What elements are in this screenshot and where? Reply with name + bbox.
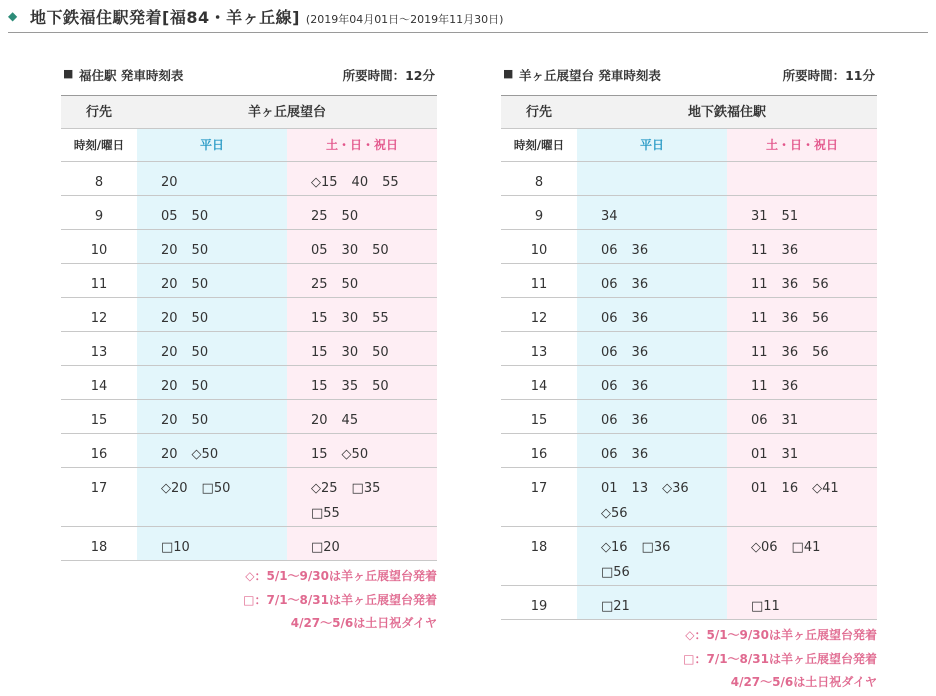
weekend-times-cell	[727, 586, 877, 619]
departure-minute: 36	[631, 413, 649, 428]
departure-minute: ◇06	[751, 540, 778, 555]
weekday-times-cell	[577, 586, 727, 619]
departure-minute: 11	[751, 311, 768, 326]
hour-column-header: 時刻/曜日	[73, 138, 125, 152]
hour-cell: 10	[530, 243, 548, 258]
departure-minute: 31	[751, 209, 768, 224]
departure-minute: □20	[311, 540, 340, 555]
departure-minute: ◇16	[601, 540, 628, 555]
departure-minute: 36	[781, 379, 799, 394]
departure-minute: 31	[781, 447, 799, 462]
timetable-row	[501, 196, 877, 230]
weekday-times-cell	[577, 468, 727, 526]
departure-minute: 30	[341, 243, 359, 258]
departure-minute: 45	[341, 413, 359, 428]
timetable-row	[501, 298, 877, 332]
diamond-bullet-icon: ◆	[8, 9, 18, 23]
timetable-caption	[61, 62, 437, 95]
departure-minute: 25	[311, 209, 328, 224]
departure-minute: 11	[751, 345, 768, 360]
departure-minute: 11	[751, 243, 768, 258]
timetable-row	[501, 527, 877, 586]
departure-minute: 36	[631, 345, 649, 360]
timetable-rows	[501, 162, 877, 620]
departure-minute: 50	[372, 379, 389, 394]
weekend-column-header: 土・日・祝日	[287, 129, 437, 161]
square-bullet-icon: ■	[503, 67, 514, 80]
departure-minute: 15	[311, 379, 328, 394]
weekday-times-cell	[577, 527, 727, 585]
departure-minute: ◇15	[311, 175, 338, 190]
weekday-times-cell	[137, 162, 287, 195]
departure-minute: 36	[781, 345, 799, 360]
departure-minute: ◇50	[341, 447, 369, 462]
weekend-times-cell	[727, 196, 877, 229]
departure-minute: 36	[631, 311, 649, 326]
departure-minute: 05	[161, 209, 178, 224]
departure-minute: 15	[311, 311, 328, 326]
weekend-times-cell	[727, 298, 877, 331]
departure-minute: 50	[372, 345, 389, 360]
weekday-column-header: 平日	[137, 129, 287, 161]
timetable-title: 福住駅 発車時刻表	[79, 68, 184, 83]
weekend-times-cell	[287, 162, 437, 195]
weekend-times-cell	[287, 196, 437, 229]
hour-cell: 11	[530, 277, 548, 292]
weekend-column-header: 土・日・祝日	[727, 129, 877, 161]
departure-minute: 56	[812, 311, 829, 326]
weekend-times-cell	[287, 298, 437, 331]
timetable-row	[501, 400, 877, 434]
note-diamond: ◇：5/1～9/30は羊ヶ丘展望台発着	[685, 628, 877, 642]
hour-cell: 8	[94, 175, 104, 190]
departure-minute: □21	[601, 599, 630, 614]
timetable-row	[501, 230, 877, 264]
weekend-times-cell	[727, 400, 877, 433]
departure-minute: □11	[751, 599, 780, 614]
departure-minute: 06	[601, 243, 618, 258]
departure-minute: 51	[781, 209, 799, 224]
departure-minute: □55	[311, 506, 340, 521]
departure-minute: 30	[341, 345, 359, 360]
departure-minute: 40	[351, 175, 369, 190]
weekday-times-cell	[577, 298, 727, 331]
hour-cell: 12	[90, 311, 108, 326]
departure-minute: 16	[781, 481, 799, 496]
departure-minute: 50	[191, 209, 209, 224]
weekend-times-cell	[287, 332, 437, 365]
hour-cell: 9	[94, 209, 104, 224]
departure-minute: 20	[161, 277, 178, 292]
hour-cell: 9	[534, 209, 544, 224]
timetable-row	[501, 264, 877, 298]
departure-minute: 56	[812, 277, 829, 292]
departure-minute: ◇41	[812, 481, 839, 496]
departure-minute: 20	[161, 311, 178, 326]
departure-minute: □41	[791, 540, 821, 555]
departure-minute: 50	[191, 379, 209, 394]
weekday-times-cell	[137, 264, 287, 297]
weekday-times-cell	[137, 527, 287, 560]
hour-cell: 10	[90, 243, 108, 258]
departure-minute: 20	[161, 413, 178, 428]
hour-cell: 19	[530, 599, 548, 614]
departure-minute: ◇20	[161, 481, 188, 496]
destination-name: 羊ヶ丘展望台	[247, 105, 326, 120]
weekday-times-cell	[137, 230, 287, 263]
hour-cell: 8	[534, 175, 544, 190]
departure-minute: 20	[161, 243, 178, 258]
departure-minute: □35	[351, 481, 381, 496]
departure-minute: 36	[781, 243, 799, 258]
departure-minute: 06	[751, 413, 768, 428]
weekday-times-cell	[137, 332, 287, 365]
weekend-times-cell	[727, 264, 877, 297]
departure-minute: 20	[311, 413, 328, 428]
weekend-times-cell	[287, 264, 437, 297]
departure-minute: 31	[781, 413, 799, 428]
weekend-times-cell	[727, 468, 877, 526]
note-square: □：7/1～8/31は羊ヶ丘展望台発着	[683, 651, 877, 666]
weekend-times-cell	[727, 332, 877, 365]
square-bullet-icon: ■	[63, 67, 74, 80]
hour-cell: 17	[90, 481, 108, 496]
note-diamond: ◇：5/1～9/30は羊ヶ丘展望台発着	[245, 569, 437, 583]
departure-minute: ◇56	[601, 506, 628, 521]
departure-minute: 50	[341, 277, 359, 292]
departure-minute: 36	[631, 447, 649, 462]
departure-minute: 01	[601, 481, 618, 496]
weekday-times-cell	[137, 298, 287, 331]
departure-minute: □56	[601, 565, 630, 580]
departure-minute: 50	[191, 277, 209, 292]
weekday-column-header: 平日	[577, 129, 727, 161]
timetable-row	[61, 264, 437, 298]
departure-minute: 30	[341, 311, 359, 326]
departure-minute: 50	[191, 345, 209, 360]
hour-cell: 12	[530, 311, 548, 326]
departure-minute: 36	[781, 311, 799, 326]
departure-minute: 36	[631, 277, 649, 292]
timetable-row	[61, 162, 437, 196]
hour-cell: 15	[530, 413, 548, 428]
page-title-text: 地下鉄福住駅発着[福84・羊ヶ丘線]	[30, 8, 300, 27]
timetable-row	[61, 527, 437, 561]
departure-minute: ◇25	[311, 481, 338, 496]
departure-minute: ◇36	[662, 481, 689, 496]
departure-minute: □36	[641, 540, 671, 555]
timetable-caption	[501, 62, 877, 95]
departure-minute: 01	[751, 481, 768, 496]
departure-minute: 20	[161, 447, 178, 462]
departure-minute: 06	[601, 345, 618, 360]
weekday-times-cell	[577, 162, 727, 195]
departure-minute: 50	[341, 209, 359, 224]
departure-minute: 15	[311, 447, 328, 462]
hour-cell: 13	[530, 345, 548, 360]
destination-name: 地下鉄福住駅	[687, 105, 766, 120]
destination-label: 行先	[85, 105, 112, 120]
timetable-rows	[61, 162, 437, 561]
departure-minute: □50	[201, 481, 231, 496]
page-title	[30, 5, 503, 28]
departure-minute: 34	[601, 209, 618, 224]
hour-column-header: 時刻/曜日	[513, 138, 565, 152]
weekend-times-cell	[727, 366, 877, 399]
destination-label: 行先	[525, 105, 552, 120]
hour-cell: 14	[530, 379, 548, 394]
departure-minute: 50	[191, 243, 209, 258]
departure-minute: 55	[382, 175, 399, 190]
weekday-times-cell	[577, 366, 727, 399]
weekend-times-cell	[287, 230, 437, 263]
timetable-row	[61, 366, 437, 400]
timetable-row	[61, 468, 437, 527]
weekday-times-cell	[577, 332, 727, 365]
departure-minute: 20	[161, 345, 178, 360]
timetable-row	[61, 196, 437, 230]
timetable-row	[501, 366, 877, 400]
timetable-title: 羊ヶ丘展望台 発車時刻表	[519, 68, 661, 83]
travel-time: 所要時間：12分	[342, 68, 435, 83]
weekend-times-cell	[287, 468, 437, 526]
page-header	[0, 0, 936, 34]
departure-minute: 50	[191, 413, 209, 428]
weekday-times-cell	[137, 196, 287, 229]
departure-minute: 06	[601, 413, 618, 428]
weekday-times-cell	[137, 468, 287, 526]
timetable-row	[501, 162, 877, 196]
destination-row	[501, 95, 877, 129]
timetable-row	[61, 400, 437, 434]
validity-period: (2019年04月01日～2019年11月30日)	[305, 13, 504, 26]
departure-minute: 11	[751, 379, 768, 394]
hour-cell: 16	[530, 447, 548, 462]
weekday-times-cell	[577, 400, 727, 433]
departure-minute: 35	[341, 379, 359, 394]
hour-cell: 16	[90, 447, 108, 462]
weekday-times-cell	[577, 230, 727, 263]
departure-minute: 15	[311, 345, 328, 360]
departure-minute: 36	[631, 243, 649, 258]
departure-minute: 50	[372, 243, 389, 258]
weekday-times-cell	[577, 196, 727, 229]
hour-cell: 11	[90, 277, 108, 292]
hour-cell: 14	[90, 379, 108, 394]
timetable-row	[61, 298, 437, 332]
hour-cell: 13	[90, 345, 108, 360]
departure-minute: 13	[631, 481, 649, 496]
column-header-row	[501, 129, 877, 162]
weekday-times-cell	[137, 434, 287, 467]
hour-cell: 18	[90, 540, 108, 555]
departure-minute: 06	[601, 379, 618, 394]
departure-minute: 01	[751, 447, 768, 462]
hour-cell: 17	[530, 481, 548, 496]
timetable-fukuzumi	[61, 62, 437, 636]
timetable-row	[61, 434, 437, 468]
weekday-times-cell	[577, 434, 727, 467]
timetable-row	[501, 332, 877, 366]
departure-minute: 05	[311, 243, 328, 258]
hour-cell: 18	[530, 540, 548, 555]
header-divider	[8, 32, 928, 33]
timetable-row	[501, 434, 877, 468]
weekend-times-cell	[727, 230, 877, 263]
weekend-times-cell	[287, 527, 437, 560]
timetable-hitsujigaoka	[501, 62, 877, 695]
note-holiday-schedule: 4/27～5/6は土日祝ダイヤ	[290, 616, 437, 630]
weekend-times-cell	[727, 527, 877, 585]
departure-minute: 50	[191, 311, 209, 326]
timetable-row	[61, 332, 437, 366]
departure-minute: 11	[751, 277, 768, 292]
note-holiday-schedule: 4/27～5/6は土日祝ダイヤ	[730, 675, 877, 689]
departure-minute: 36	[781, 277, 799, 292]
timetable-row	[501, 468, 877, 527]
departure-minute: 20	[161, 379, 178, 394]
weekend-times-cell	[287, 400, 437, 433]
weekday-times-cell	[137, 366, 287, 399]
timetable-row	[501, 586, 877, 620]
departure-minute: 25	[311, 277, 328, 292]
weekend-times-cell	[727, 162, 877, 195]
travel-time: 所要時間：11分	[782, 68, 875, 83]
note-square: □：7/1～8/31は羊ヶ丘展望台発着	[243, 592, 437, 607]
column-header-row	[61, 129, 437, 162]
weekend-times-cell	[727, 434, 877, 467]
departure-minute: 06	[601, 311, 618, 326]
destination-row	[61, 95, 437, 129]
departure-minute: 20	[161, 175, 178, 190]
departure-minute: 36	[631, 379, 649, 394]
hour-cell: 15	[90, 413, 108, 428]
timetable-notes	[501, 624, 877, 695]
weekend-times-cell	[287, 366, 437, 399]
departure-minute: 06	[601, 277, 618, 292]
timetable-notes	[61, 565, 437, 636]
departure-minute: □10	[161, 540, 190, 555]
departure-minute: 56	[812, 345, 829, 360]
departure-minute: 06	[601, 447, 618, 462]
departure-minute: ◇50	[191, 447, 219, 462]
departure-minute: 55	[372, 311, 389, 326]
weekday-times-cell	[577, 264, 727, 297]
weekday-times-cell	[137, 400, 287, 433]
weekend-times-cell	[287, 434, 437, 467]
timetable-row	[61, 230, 437, 264]
